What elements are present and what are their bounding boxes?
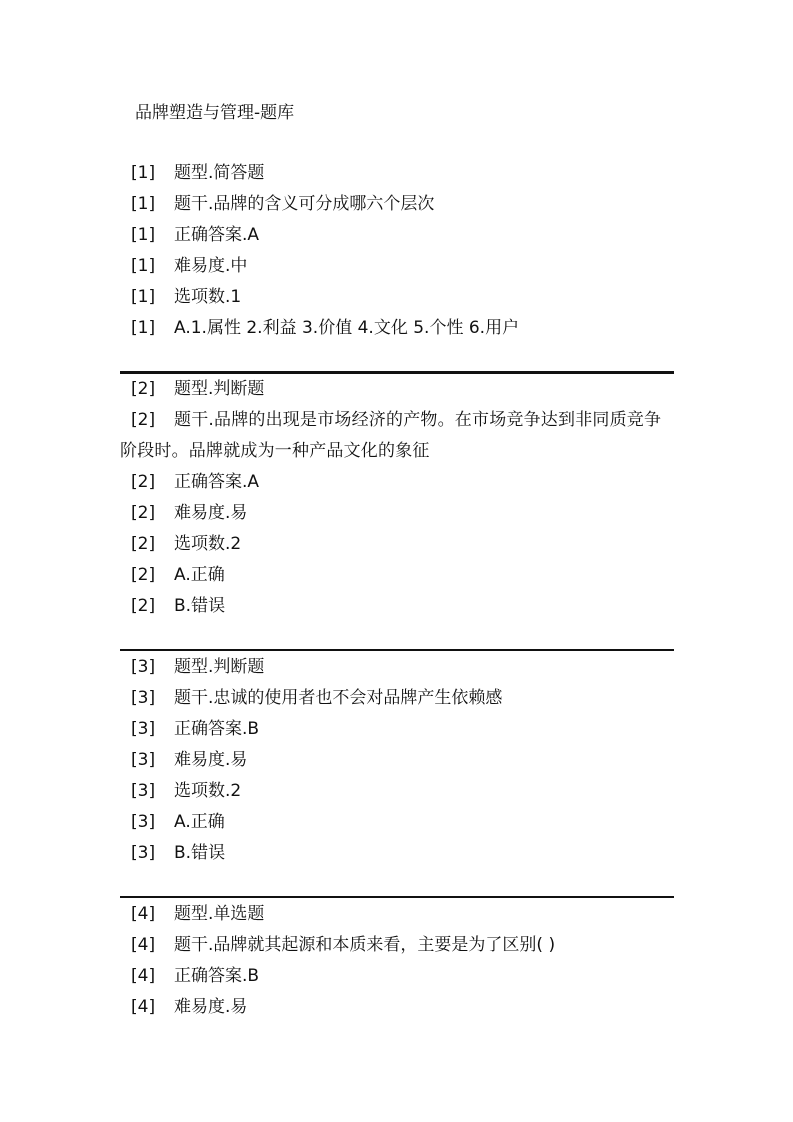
option-b: B.错误 <box>174 843 226 863</box>
question-number: [2] <box>131 565 156 585</box>
question-number: [3] <box>131 719 156 739</box>
question-stem: 题干.品牌的出现是市场经济的产物。在市场竞争达到非同质竞争阶段时。品牌就成为一种产品文化的象征 <box>120 410 662 461</box>
correct-answer: 正确答案.A <box>174 472 260 492</box>
question-number: [4] <box>131 966 156 986</box>
question-number: [3] <box>131 781 156 801</box>
difficulty: 难易度.易 <box>174 503 248 523</box>
question-stem: 题干.品牌的含义可分成哪六个层次 <box>174 194 435 214</box>
option-b: B.错误 <box>174 596 226 616</box>
question-type: 题型.判断题 <box>174 379 265 399</box>
question-stem: 题干.品牌就其起源和本质来看，主要是为了区别( ) <box>174 935 556 955</box>
question-line <box>120 189 674 220</box>
question-number: [3] <box>131 812 156 832</box>
question-line <box>120 714 674 745</box>
question-number: [3] <box>131 657 156 677</box>
question-line <box>120 930 674 961</box>
question-line <box>120 374 674 405</box>
question-type: 题型.简答题 <box>174 163 265 183</box>
question-stem: 题干.忠诚的使用者也不会对品牌产生依赖感 <box>174 688 503 708</box>
question-number: [1] <box>131 225 156 245</box>
correct-answer: 正确答案.B <box>174 719 260 739</box>
question-number: [3] <box>131 843 156 863</box>
question-number: [1] <box>131 318 156 338</box>
question-line <box>120 776 674 807</box>
question-line <box>120 899 674 930</box>
question-line <box>120 807 674 838</box>
option-a: A.正确 <box>174 565 225 585</box>
document-title: 品牌塑造与管理-题库 <box>135 103 295 123</box>
question-number: [1] <box>131 256 156 276</box>
question-block-3 <box>120 652 674 869</box>
question-line <box>120 683 674 714</box>
option-a: A.1.属性 2.利益 3.价值 4.文化 5.个性 6.用户 <box>174 318 520 338</box>
question-number: [2] <box>131 596 156 616</box>
question-number: [4] <box>131 935 156 955</box>
question-line <box>120 498 674 529</box>
question-number: [2] <box>131 534 156 554</box>
correct-answer: 正确答案.A <box>174 225 260 245</box>
question-line <box>120 529 674 560</box>
option-count: 选项数.1 <box>174 287 242 307</box>
question-number: [2] <box>131 410 156 430</box>
question-block-2 <box>120 374 674 622</box>
question-number: [4] <box>131 997 156 1017</box>
question-line <box>120 313 674 344</box>
question-number: [1] <box>131 287 156 307</box>
question-number: [2] <box>131 503 156 523</box>
question-number: [3] <box>131 750 156 770</box>
question-line <box>120 220 674 251</box>
option-a: A.正确 <box>174 812 225 832</box>
question-type: 题型.单选题 <box>174 904 265 924</box>
question-line <box>120 158 674 189</box>
question-line <box>120 251 674 282</box>
divider <box>120 649 674 651</box>
question-line <box>120 652 674 683</box>
question-number: [1] <box>131 163 156 183</box>
question-line <box>120 405 674 467</box>
divider <box>120 896 674 898</box>
question-line <box>120 591 674 622</box>
option-count: 选项数.2 <box>174 534 242 554</box>
question-number: [4] <box>131 904 156 924</box>
question-line <box>120 838 674 869</box>
option-count: 选项数.2 <box>174 781 242 801</box>
question-number: [3] <box>131 688 156 708</box>
question-block-1 <box>120 158 674 344</box>
question-line <box>120 560 674 591</box>
question-number: [2] <box>131 379 156 399</box>
correct-answer: 正确答案.B <box>174 966 260 986</box>
question-line <box>120 961 674 992</box>
question-line <box>120 745 674 776</box>
question-block-4 <box>120 899 674 1023</box>
question-type: 题型.判断题 <box>174 657 265 677</box>
question-number: [1] <box>131 194 156 214</box>
question-line <box>120 467 674 498</box>
question-line <box>120 282 674 313</box>
question-number: [2] <box>131 472 156 492</box>
difficulty: 难易度.易 <box>174 997 248 1017</box>
question-line <box>120 992 674 1023</box>
difficulty: 难易度.中 <box>174 256 248 276</box>
difficulty: 难易度.易 <box>174 750 248 770</box>
